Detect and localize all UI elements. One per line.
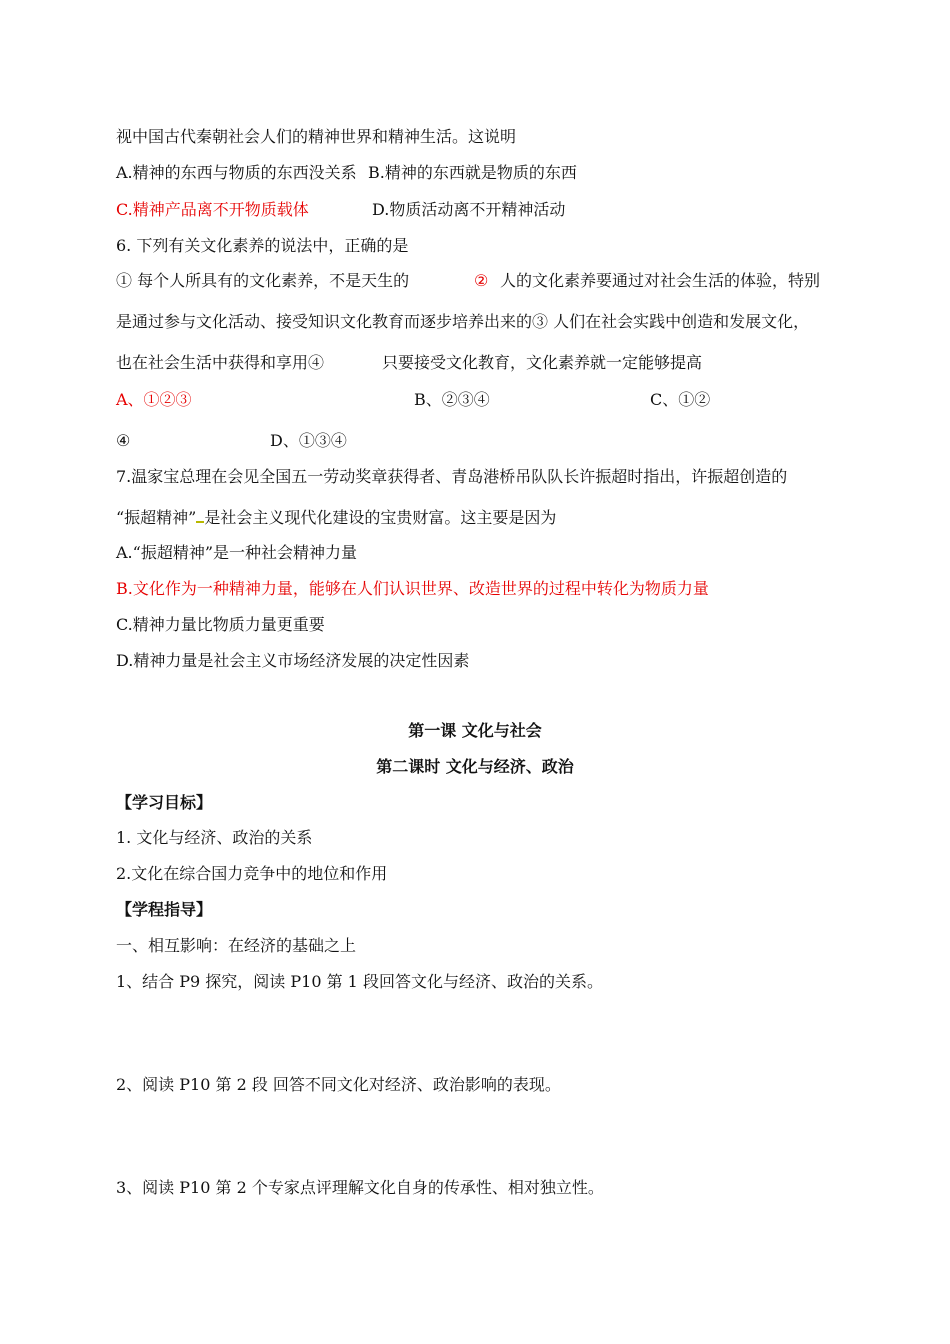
task-1: 1、结合 P9 探究，阅读 P10 第 1 段回答文化与经济、政治的关系。 xyxy=(116,972,603,991)
section-1-heading: 一、相互影响：在经济的基础之上 xyxy=(116,936,357,955)
task-2: 2、阅读 P10 第 2 段 回答不同文化对经济、政治影响的表现。 xyxy=(116,1075,561,1094)
q6-option-a-answer: A、①②③ xyxy=(116,390,192,409)
q5-option-c-answer: C.精神产品离不开物质载体 xyxy=(116,200,309,219)
q7-stem-line-1: 7.温家宝总理在会见全国五一劳动奖章获得者、青岛港桥吊队队长许振超时指出，许振超创造的 xyxy=(116,467,788,486)
q6-option-c: C、①② xyxy=(650,390,711,409)
q7-stem-rest: 是社会主义现代化建设的宝贵财富。这主要是因为 xyxy=(204,508,557,527)
q7-option-d: D.精神力量是社会主义市场经济发展的决定性因素 xyxy=(116,651,470,670)
task-3: 3、阅读 P10 第 2 个专家点评理解文化自身的传承性、相对独立性。 xyxy=(116,1178,604,1197)
q6-stem: 6. 下列有关文化素养的说法中，正确的是 xyxy=(116,236,409,255)
q6-option-b: B、②③④ xyxy=(414,390,490,409)
lesson-subtitle: 第二课时 文化与经济、政治 xyxy=(376,757,574,776)
goal-2: 2.文化在综合国力竞争中的地位和作用 xyxy=(116,864,388,883)
q6-option-c-continued: ④ xyxy=(116,431,131,450)
q6-statement-2: 人的文化素养要通过对社会生活的体验，特别 xyxy=(500,271,821,290)
q6-line-4a: 也在社会生活中获得和享用④ xyxy=(116,353,325,372)
goal-1: 1. 文化与经济、政治的关系 xyxy=(116,828,313,847)
q7-option-a: A.“振超精神”是一种社会精神力量 xyxy=(116,543,358,562)
q5-option-b: B.精神的东西就是物质的东西 xyxy=(368,163,577,182)
goals-header: 【学习目标】 xyxy=(116,793,213,812)
q5-option-a: A.精神的东西与物质的东西没关系 xyxy=(116,163,357,182)
q6-line-4b: 只要接受文化教育，文化素养就一定能够提高 xyxy=(382,353,703,372)
q7-quote: “振超精神” xyxy=(116,508,197,527)
guide-header: 【学程指导】 xyxy=(116,900,213,919)
q5-option-d: D.物质活动离不开精神活动 xyxy=(372,200,566,219)
q6-statement-2-marker: ② xyxy=(474,271,489,290)
q6-statement-1: ① 每个人所具有的文化素养，不是天生的 xyxy=(116,271,410,290)
q7-stem-line-2 xyxy=(116,507,556,529)
lesson-title: 第一课 文化与社会 xyxy=(408,721,542,740)
q6-line-3: 是通过参与文化活动、接受知识文化教育而逐步培养出来的③ 人们在社会实践中创造和发展文化， xyxy=(116,312,810,331)
q5-stem-tail: 视中国古代秦朝社会人们的精神世界和精神生活。这说明 xyxy=(116,127,517,146)
q7-option-c: C.精神力量比物质力量更重要 xyxy=(116,615,325,634)
q6-option-d: D、①③④ xyxy=(270,431,347,450)
q7-option-b-answer: B.文化作为一种精神力量，能够在人们认识世界、改造世界的过程中转化为物质力量 xyxy=(116,579,709,598)
